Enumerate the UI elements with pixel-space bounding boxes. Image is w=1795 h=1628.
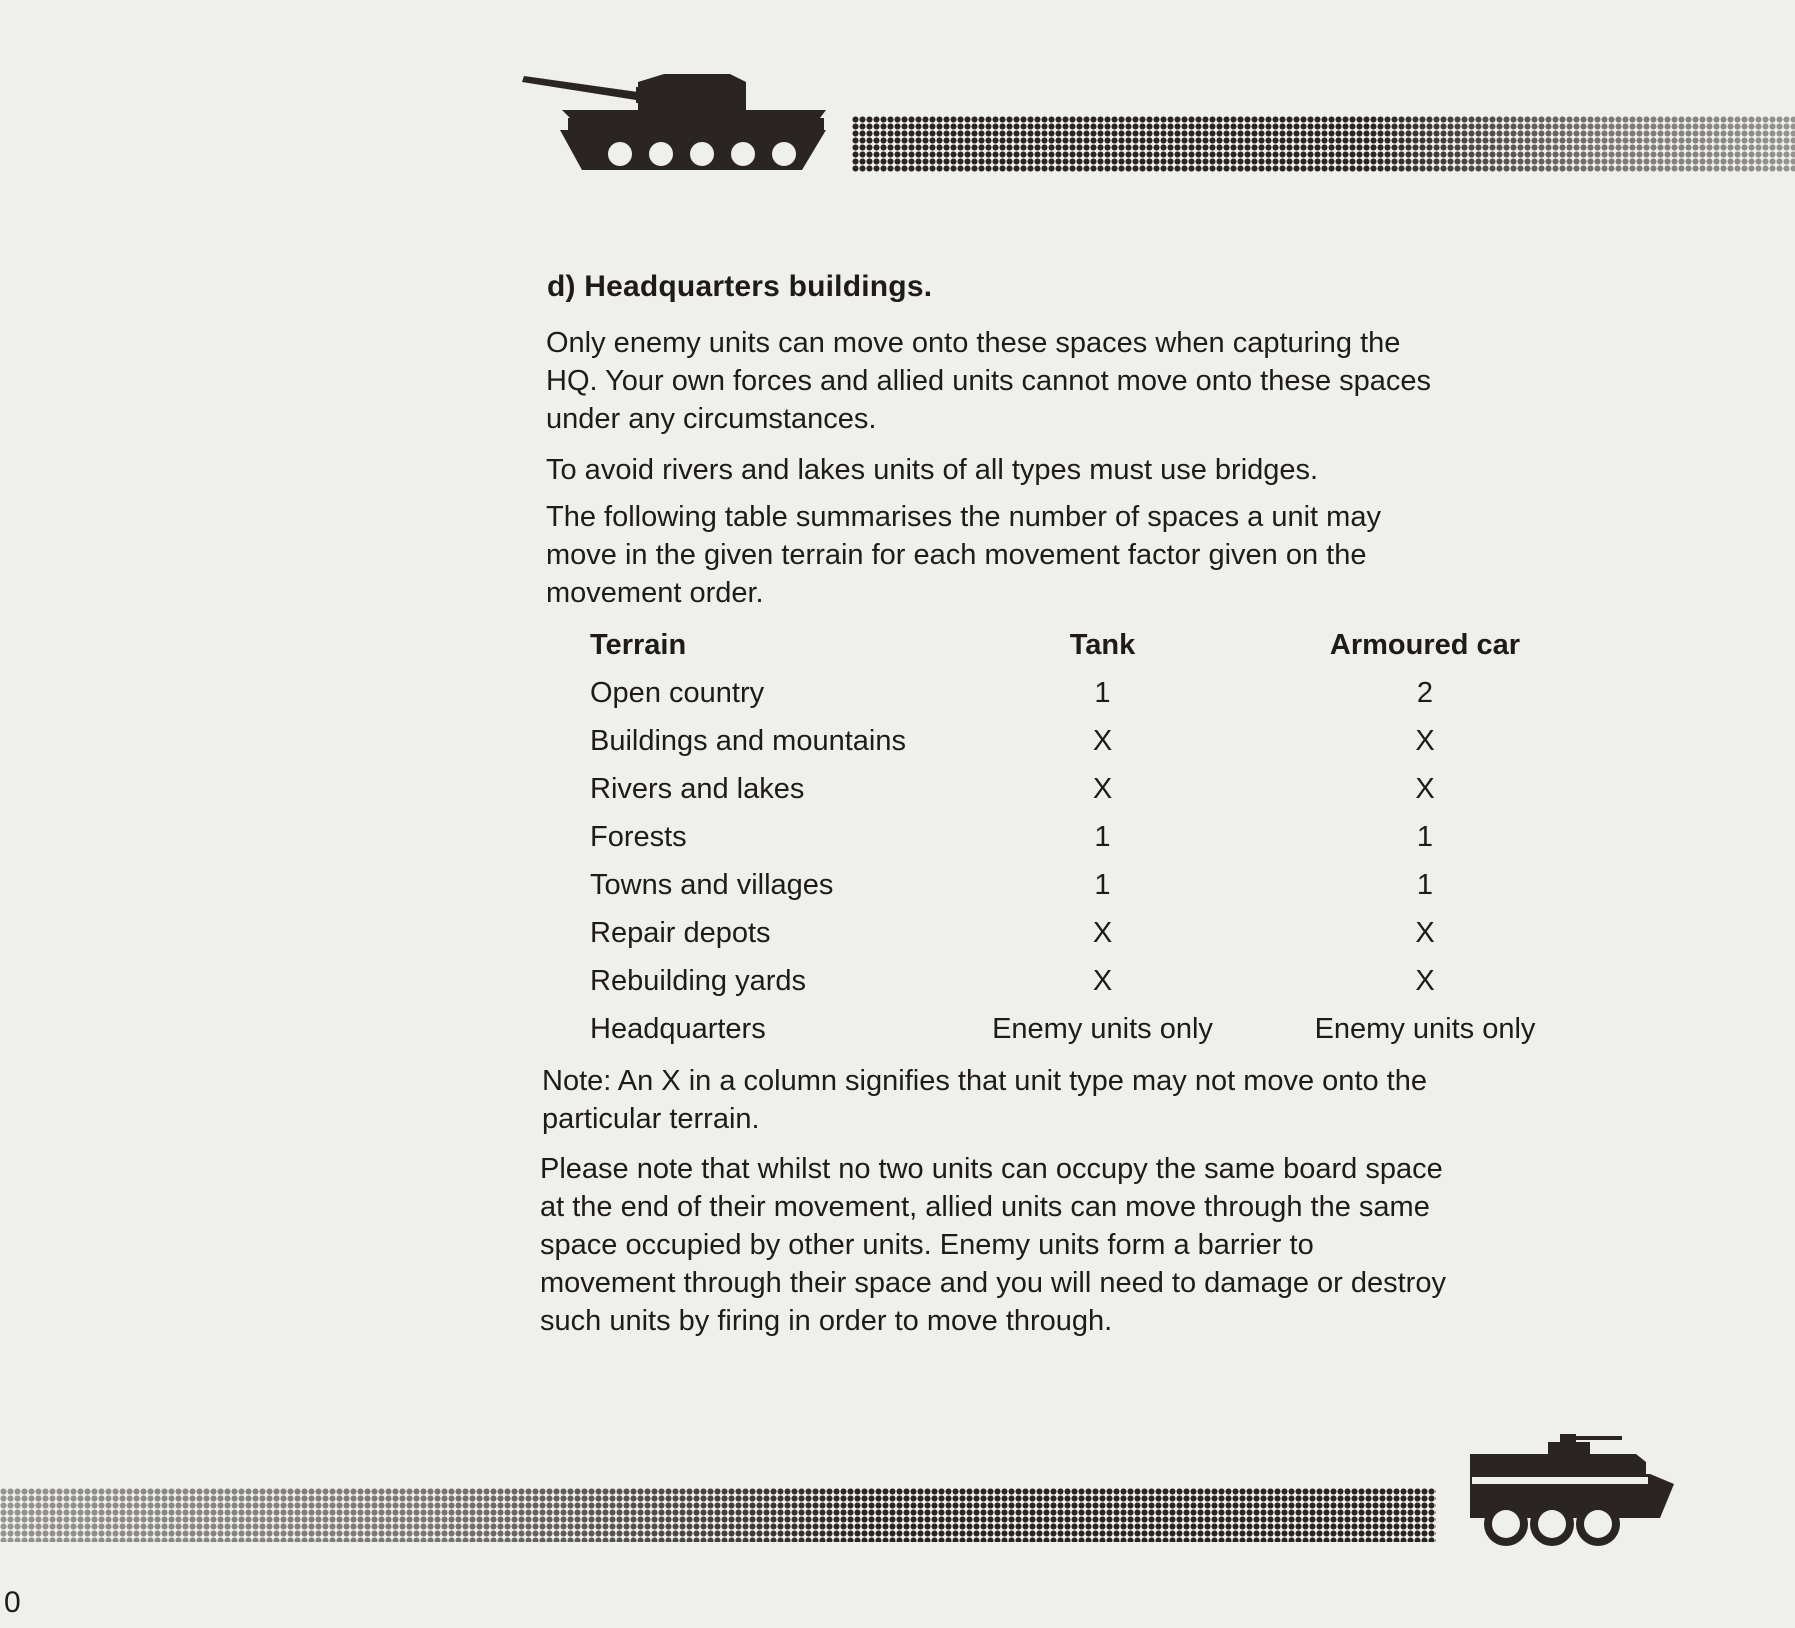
table-row	[590, 669, 1590, 717]
armoured-car-cell: X	[1415, 964, 1435, 997]
terrain-cell: Repair depots	[590, 916, 771, 949]
terrain-cell: Rebuilding yards	[590, 964, 807, 997]
armoured-car-cell: 1	[1416, 820, 1434, 853]
table-row	[590, 813, 1590, 861]
section-heading: d) Headquarters buildings.	[547, 270, 933, 303]
tank-cell: 1	[1094, 676, 1111, 709]
terrain-cell: Forests	[590, 820, 687, 853]
table-row	[590, 765, 1590, 813]
tank-icon	[520, 70, 830, 175]
armoured-car-cell: X	[1415, 916, 1435, 949]
tank-cell: X	[1092, 724, 1113, 757]
header-terrain: Terrain	[590, 628, 687, 661]
armoured-car-cell: 2	[1416, 676, 1434, 709]
table-row	[590, 909, 1590, 957]
paragraph-bridges: To avoid rivers and lakes units of all types must use bridges.	[546, 454, 1319, 486]
armoured-car-cell: X	[1415, 724, 1435, 757]
header-armoured-car: Armoured car	[1329, 628, 1521, 661]
tank-cell: 1	[1094, 868, 1111, 901]
tank-cell: 1	[1094, 820, 1111, 853]
armoured-car-cell: 1	[1416, 868, 1434, 901]
table-row	[590, 861, 1590, 909]
checker-banner-bottom	[0, 1488, 1436, 1542]
terrain-cell: Open country	[590, 676, 765, 709]
terrain-cell: Buildings and mountains	[590, 724, 906, 757]
paragraph-table-intro: The following table summarises the number of spaces a unit may move in the given terrain for each movement factor given on the movement order.	[546, 501, 1381, 609]
checker-banner-top	[852, 116, 1795, 172]
terrain-cell: Rivers and lakes	[590, 772, 805, 805]
tank-cell: X	[1092, 964, 1113, 997]
armoured-car-cell: Enemy units only	[1314, 1012, 1536, 1045]
table-note: Note: An X in a column signifies that unit type may not move onto the particular terrain.	[542, 1065, 1427, 1135]
tank-cell: X	[1092, 772, 1113, 805]
page-number: 0	[4, 1586, 21, 1619]
paragraph-movement-blocking: Please note that whilst no two units can occupy the same board space at the end of their movement, allied units can move through the same space occupied by other units. Enemy units form a barrier to movement through their space and you will need to damage or destroy such units by firing in order to move through.	[540, 1153, 1446, 1337]
table-row	[590, 717, 1590, 765]
table-header-row	[590, 621, 1590, 669]
tank-cell: Enemy units only	[992, 1012, 1213, 1045]
header-tank: Tank	[1069, 628, 1136, 661]
armoured-car-cell: X	[1415, 772, 1435, 805]
terrain-movement-table	[590, 621, 1590, 1053]
armoured-car-icon	[1468, 1432, 1678, 1547]
paragraph-hq: Only enemy units can move onto these spaces when capturing the HQ. Your own forces and allied units cannot move onto these spaces under any circumstances.	[546, 327, 1432, 435]
table-row	[590, 957, 1590, 1005]
terrain-cell: Towns and villages	[590, 868, 834, 901]
table-row	[590, 1005, 1590, 1053]
terrain-cell: Headquarters	[590, 1012, 766, 1045]
tank-cell: X	[1092, 916, 1113, 949]
